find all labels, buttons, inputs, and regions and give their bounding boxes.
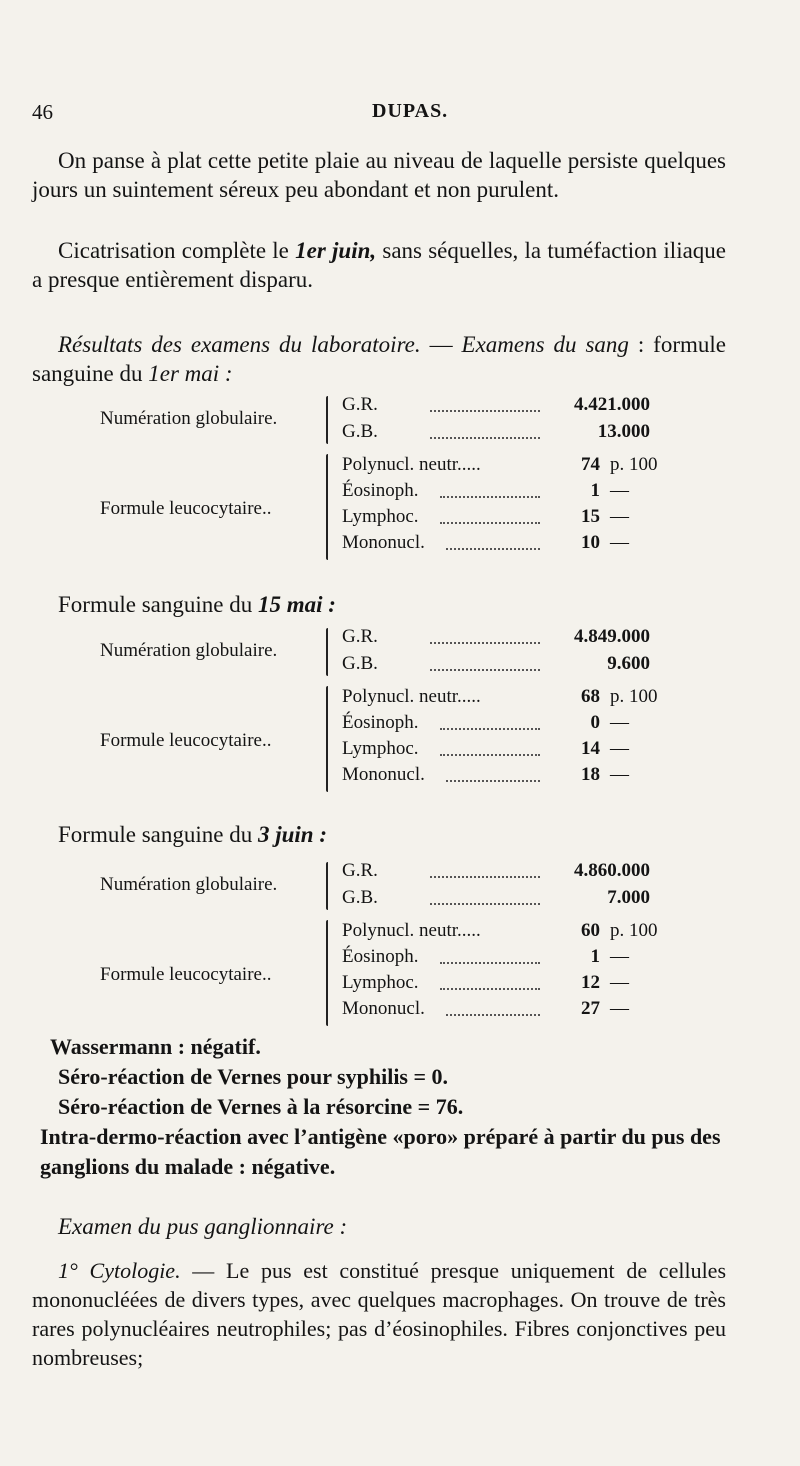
- pus-exam-heading: Examen du pus ganglionnaire :: [58, 1214, 348, 1239]
- lab-results-heading: Résultats des examens du laboratoire. — Examens du sang : formule sanguine du 1er mai :: [32, 332, 726, 386]
- vernes-syphilis-result: Séro-réaction de Vernes pour syphilis = 0.: [58, 1064, 449, 1089]
- serology-results: [40, 1032, 726, 1182]
- table-title-2: Formule sanguine du 15 mai :: [58, 592, 336, 617]
- table-row: Mononucl. 10 —: [342, 532, 629, 553]
- formule-label: Formule leucocytaire..: [100, 730, 272, 751]
- gr-row: G.R. 4.849.000: [342, 626, 650, 647]
- table-row: Lymphoc. 15 —: [342, 506, 629, 527]
- gb-row: G.B. 7.000: [342, 887, 650, 908]
- table-row: Polynucl. neutr..... 60 p. 100: [342, 920, 658, 941]
- table-row: Mononucl. 27 —: [342, 998, 629, 1019]
- blood-table-2: [100, 624, 660, 794]
- cytologie-paragraph: 1° Cytologie. — Le pus est constitué presque uniquement de cellules mononucléées de divers types, avec quelques macrophages. On trouve de très rares polynucléaires neutrophiles; pas d’éosinophiles. Fibres conjonctives peu nombreuses;: [32, 1258, 727, 1370]
- table-row: Lymphoc. 12 —: [342, 972, 629, 993]
- table-row: Mononucl. 18 —: [342, 764, 629, 785]
- table-row: Lymphoc. 14 —: [342, 738, 629, 759]
- table-row: Éosinoph. 1 —: [342, 480, 629, 501]
- gr-row: G.R. 4.860.000: [342, 860, 650, 881]
- table-row: Éosinoph. 0 —: [342, 712, 629, 733]
- page-number: 46: [32, 100, 53, 124]
- paragraph-dressing: On panse à plat cette petite plaie au niveau de laquelle persiste quelques jours un suintement séreux peu abondant et non purulent.: [32, 148, 726, 202]
- numeration-label: Numération globulaire.: [100, 874, 278, 895]
- table-row: Éosinoph. 1 —: [342, 946, 629, 967]
- healing-date: 1er juin,: [295, 238, 377, 263]
- running-head: DUPAS.: [372, 100, 449, 122]
- table-row: Polynucl. neutr..... 74 p. 100: [342, 454, 658, 475]
- formule-label: Formule leucocytaire..: [100, 964, 272, 985]
- blood-table-3: [100, 858, 660, 1028]
- vernes-resorcine-result: Séro-réaction de Vernes à la résorcine = 76.: [58, 1094, 464, 1119]
- blood-table-1: [100, 392, 660, 562]
- intradermo-result: Intra-dermo-réaction avec l’antigène «poro» préparé à partir du pus des ganglions du malade : négative.: [40, 1124, 721, 1179]
- formule-label: Formule leucocytaire..: [100, 498, 272, 519]
- paragraph-healing: Cicatrisation complète le 1er juin, sans séquelles, la tuméfaction iliaque a presque entièrement disparu.: [32, 238, 727, 292]
- gr-row: G.R. 4.421.000: [342, 394, 650, 415]
- numeration-label: Numération globulaire.: [100, 408, 278, 429]
- page-header: [32, 100, 732, 130]
- table-row: Polynucl. neutr..... 68 p. 100: [342, 686, 658, 707]
- gb-row: G.B. 13.000: [342, 421, 650, 442]
- numeration-label: Numération globulaire.: [100, 640, 278, 661]
- gb-row: G.B. 9.600: [342, 653, 650, 674]
- table-title-3: Formule sanguine du 3 juin :: [58, 822, 327, 847]
- wassermann-result: Wassermann : négatif.: [50, 1034, 261, 1059]
